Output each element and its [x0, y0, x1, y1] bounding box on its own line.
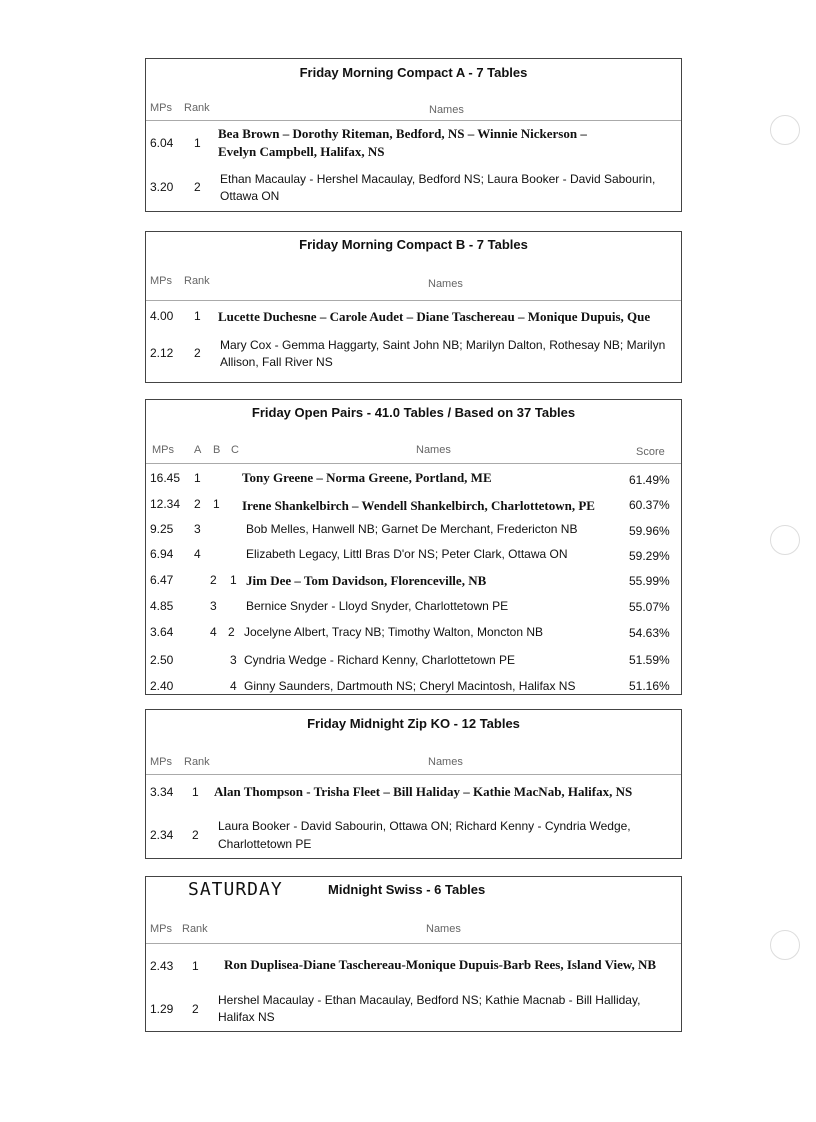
- section-compact-a: [145, 58, 682, 212]
- row-mps: 3.20: [150, 180, 174, 194]
- header-names: Names: [429, 104, 464, 116]
- handwritten-day-note: SATURDAY: [188, 879, 283, 900]
- row-score: 55.07%: [629, 600, 670, 614]
- row-mps: 6.04: [150, 136, 174, 150]
- row-mps: 16.45: [150, 471, 181, 485]
- row-names-line1: Alan Thompson - Trisha Fleet – Bill Haliday – Kathie MacNab, Halifax, NS: [214, 784, 633, 799]
- row-names-line1: Ethan Macaulay - Hershel Macaulay, Bedford NS; Laura Booker - David Sabourin,: [220, 172, 656, 186]
- row-c: 1: [230, 573, 237, 587]
- row-names: Tony Greene – Norma Greene, Portland, ME: [242, 470, 492, 485]
- row-a: 2: [194, 497, 201, 511]
- row-rank: 1: [194, 309, 201, 323]
- row-rank: 1: [192, 785, 199, 799]
- row-c: 2: [228, 625, 235, 639]
- row-names: Irene Shankelbirch – Wendell Shankelbirch, Charlottetown, PE: [242, 498, 595, 513]
- section-compact-b: [145, 231, 682, 383]
- row-score: 54.63%: [629, 626, 670, 640]
- row-mps: 3.64: [150, 625, 174, 639]
- header-mps: MPs: [150, 756, 172, 768]
- row-mps: 2.40: [150, 679, 174, 693]
- row-b: 3: [210, 599, 217, 613]
- row-score: 55.99%: [629, 574, 670, 588]
- row-a: 1: [194, 471, 201, 485]
- header-b: B: [213, 444, 221, 456]
- row-mps: 6.47: [150, 573, 174, 587]
- row-names-line1: Laura Booker - David Sabourin, Ottawa ON; Richard Kenny - Cyndria Wedge,: [218, 819, 631, 833]
- row-mps: 2.43: [150, 959, 174, 973]
- header-c: C: [231, 444, 239, 456]
- row-names-line2: Evelyn Campbell, Halifax, NS: [218, 144, 385, 159]
- row-rank: 1: [194, 136, 201, 150]
- row-mps: 4.00: [150, 309, 174, 323]
- row-score: 51.16%: [629, 679, 670, 693]
- header-score: Score: [636, 446, 665, 458]
- section-midnight-swiss: [145, 876, 682, 1032]
- row-mps: 6.94: [150, 547, 174, 561]
- row-names-line2: Allison, Fall River NS: [220, 355, 333, 369]
- row-names-line2: Ottawa ON: [220, 189, 280, 203]
- row-mps: 1.29: [150, 1002, 174, 1016]
- row-names: Ginny Saunders, Dartmouth NS; Cheryl Macintosh, Halifax NS: [244, 679, 576, 693]
- row-names-line1: Mary Cox - Gemma Haggarty, Saint John NB; Marilyn Dalton, Rothesay NB; Marilyn: [220, 338, 666, 352]
- row-names: Jocelyne Albert, Tracy NB; Timothy Walton, Moncton NB: [244, 625, 544, 639]
- row-mps: 3.34: [150, 785, 174, 799]
- row-rank: 2: [192, 1002, 199, 1016]
- section-open-pairs: [145, 399, 682, 695]
- row-score: 61.49%: [629, 473, 670, 487]
- header-a: A: [194, 444, 202, 456]
- header-names: Names: [428, 278, 463, 290]
- header-mps: MPs: [150, 923, 172, 935]
- row-score: 51.59%: [629, 653, 670, 667]
- header-rank: Rank: [184, 275, 210, 287]
- section-title: Friday Midnight Zip KO - 12 Tables: [307, 716, 520, 731]
- row-score: 59.29%: [629, 549, 670, 563]
- header-names: Names: [428, 756, 463, 768]
- row-b: 1: [213, 497, 220, 511]
- row-names-line1: Hershel Macaulay - Ethan Macaulay, Bedford NS; Kathie Macnab - Bill Halliday,: [218, 993, 641, 1007]
- punch-hole-top: [770, 115, 800, 145]
- row-b: 2: [210, 573, 217, 587]
- row-names: Bob Melles, Hanwell NB; Garnet De Merchant, Fredericton NB: [246, 522, 578, 536]
- header-names: Names: [426, 923, 461, 935]
- header-rank: Rank: [184, 756, 210, 768]
- row-mps: 12.34: [150, 497, 181, 511]
- row-names-line2: Charlottetown PE: [218, 837, 312, 851]
- row-mps: 2.50: [150, 653, 174, 667]
- header-rank: Rank: [182, 923, 208, 935]
- punch-hole-middle: [770, 525, 800, 555]
- row-names: Cyndria Wedge - Richard Kenny, Charlottetown PE: [244, 653, 516, 667]
- row-names-line2: Halifax NS: [218, 1010, 275, 1024]
- section-title: Friday Morning Compact A - 7 Tables: [299, 65, 528, 80]
- row-c: 4: [230, 679, 237, 693]
- row-rank: 1: [192, 959, 199, 973]
- punch-hole-bottom: [770, 930, 800, 960]
- row-names-line1: Ron Duplisea-Diane Taschereau-Monique Dupuis-Barb Rees, Island View, NB: [224, 957, 657, 972]
- row-names: Bernice Snyder - Lloyd Snyder, Charlottetown PE: [246, 599, 509, 613]
- header-mps: MPs: [150, 102, 172, 114]
- row-mps: 2.34: [150, 828, 174, 842]
- row-mps: 9.25: [150, 522, 174, 536]
- header-mps: MPs: [150, 275, 172, 287]
- header-rank: Rank: [184, 102, 210, 114]
- row-mps: 4.85: [150, 599, 174, 613]
- section-midnight-zip: [145, 709, 682, 859]
- section-title: Friday Open Pairs - 41.0 Tables / Based on 37 Tables: [251, 405, 576, 420]
- row-score: 59.96%: [629, 524, 670, 538]
- header-names: Names: [416, 444, 451, 456]
- row-mps: 2.12: [150, 346, 174, 360]
- row-rank: 2: [194, 180, 201, 194]
- row-names: Elizabeth Legacy, Littl Bras D'or NS; Peter Clark, Ottawa ON: [246, 547, 568, 561]
- row-names-line1: Lucette Duchesne – Carole Audet – Diane Taschereau – Monique Dupuis, Que: [218, 309, 651, 324]
- row-rank: 2: [194, 346, 201, 360]
- row-a: 3: [194, 522, 201, 536]
- row-names: Jim Dee – Tom Davidson, Florenceville, NB: [246, 573, 487, 588]
- section-title: Midnight Swiss - 6 Tables: [328, 882, 486, 897]
- row-b: 4: [210, 625, 217, 639]
- row-names-line1: Bea Brown – Dorothy Riteman, Bedford, NS – Winnie Nickerson –: [218, 126, 587, 141]
- header-mps: MPs: [152, 444, 174, 456]
- row-rank: 2: [192, 828, 199, 842]
- row-score: 60.37%: [629, 498, 670, 512]
- row-c: 3: [230, 653, 237, 667]
- section-title: Friday Morning Compact B - 7 Tables: [299, 237, 528, 252]
- row-a: 4: [194, 547, 201, 561]
